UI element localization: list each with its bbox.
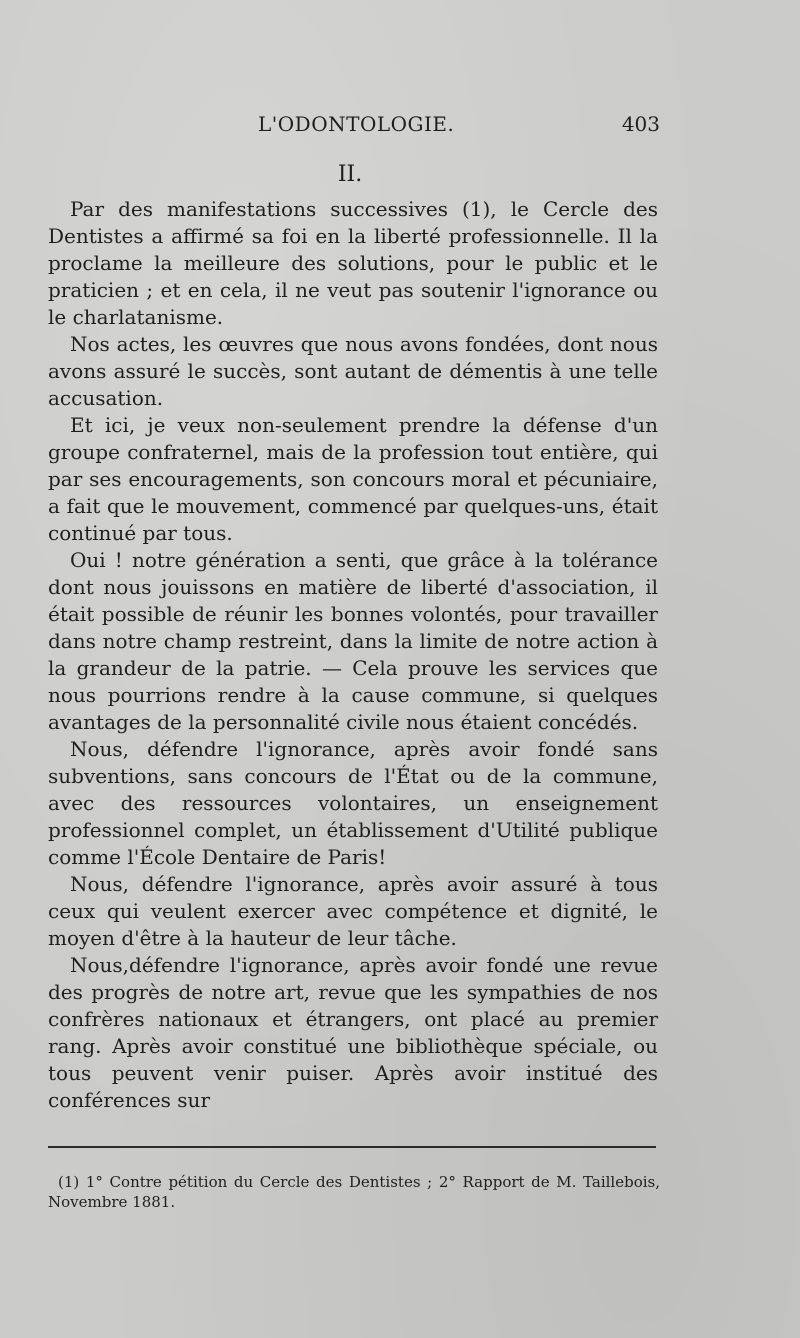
paragraph: Nos actes, les œuvres que nous avons fondées, dont nous avons assuré le succès, sont autant de démentis à une telle accusation. xyxy=(48,332,658,410)
running-title: L'ODONTOLOGIE. xyxy=(258,112,455,136)
footnote xyxy=(48,1172,660,1212)
section-number: II. xyxy=(337,162,363,187)
paragraph: Nous, défendre l'ignorance, après avoir fondé sans subventions, sans concours de l'État ou de la commune, avec des ressources volontaires, un enseignement professionnel complet, un établissement d'Utilité publique comme l'École Dentaire de Paris! xyxy=(48,737,658,869)
footnote-divider xyxy=(48,1146,656,1148)
footnote-text: (1) 1° Contre pétition du Cercle des Dentistes ; 2° Rapport de M. Taillebois, Novembre 1881. xyxy=(48,1173,660,1211)
paragraph: Et ici, je veux non-seulement prendre la défense d'un groupe confraternel, mais de la profession tout entière, qui par ses encouragements, son concours moral et pécuniaire, a fait que le mouvement, commencé par quelques-uns, était continué par tous. xyxy=(48,413,658,545)
paragraph: Par des manifestations successives (1), le Cercle des Dentistes a affirmé sa foi en la liberté professionnelle. Il la proclame la meilleure des solutions, pour le public et le praticien ; et en cela, il ne veut pas soutenir l'ignorance ou le charlatanisme. xyxy=(48,197,658,329)
paragraph: Nous, défendre l'ignorance, après avoir assuré à tous ceux qui veulent exercer avec compétence et dignité, le moyen d'être à la hauteur de leur tâche. xyxy=(48,872,658,950)
paragraph: Nous,défendre l'ignorance, après avoir fondé une revue des progrès de notre art, revue que les sympathies de nos confrères nationaux et étrangers, ont placé au premier rang. Après avoir constitué une bibliothèque spéciale, ou tous peuvent venir puiser. Après avoir institué des conférences sur xyxy=(48,953,658,1112)
page-number: 403 xyxy=(621,112,660,136)
body-text xyxy=(48,196,658,1114)
page-header xyxy=(48,112,660,142)
paragraph: Oui ! notre génération a senti, que grâce à la tolérance dont nous jouissons en matière de liberté d'association, il était possible de réunir les bonnes volontés, pour travailler dans notre champ restreint, dans la limite de notre action à la grandeur de la patrie. — Cela prouve les services que nous pourrions rendre à la cause commune, si quelques avantages de la personnalité civile nous étaient concédés. xyxy=(48,548,658,734)
